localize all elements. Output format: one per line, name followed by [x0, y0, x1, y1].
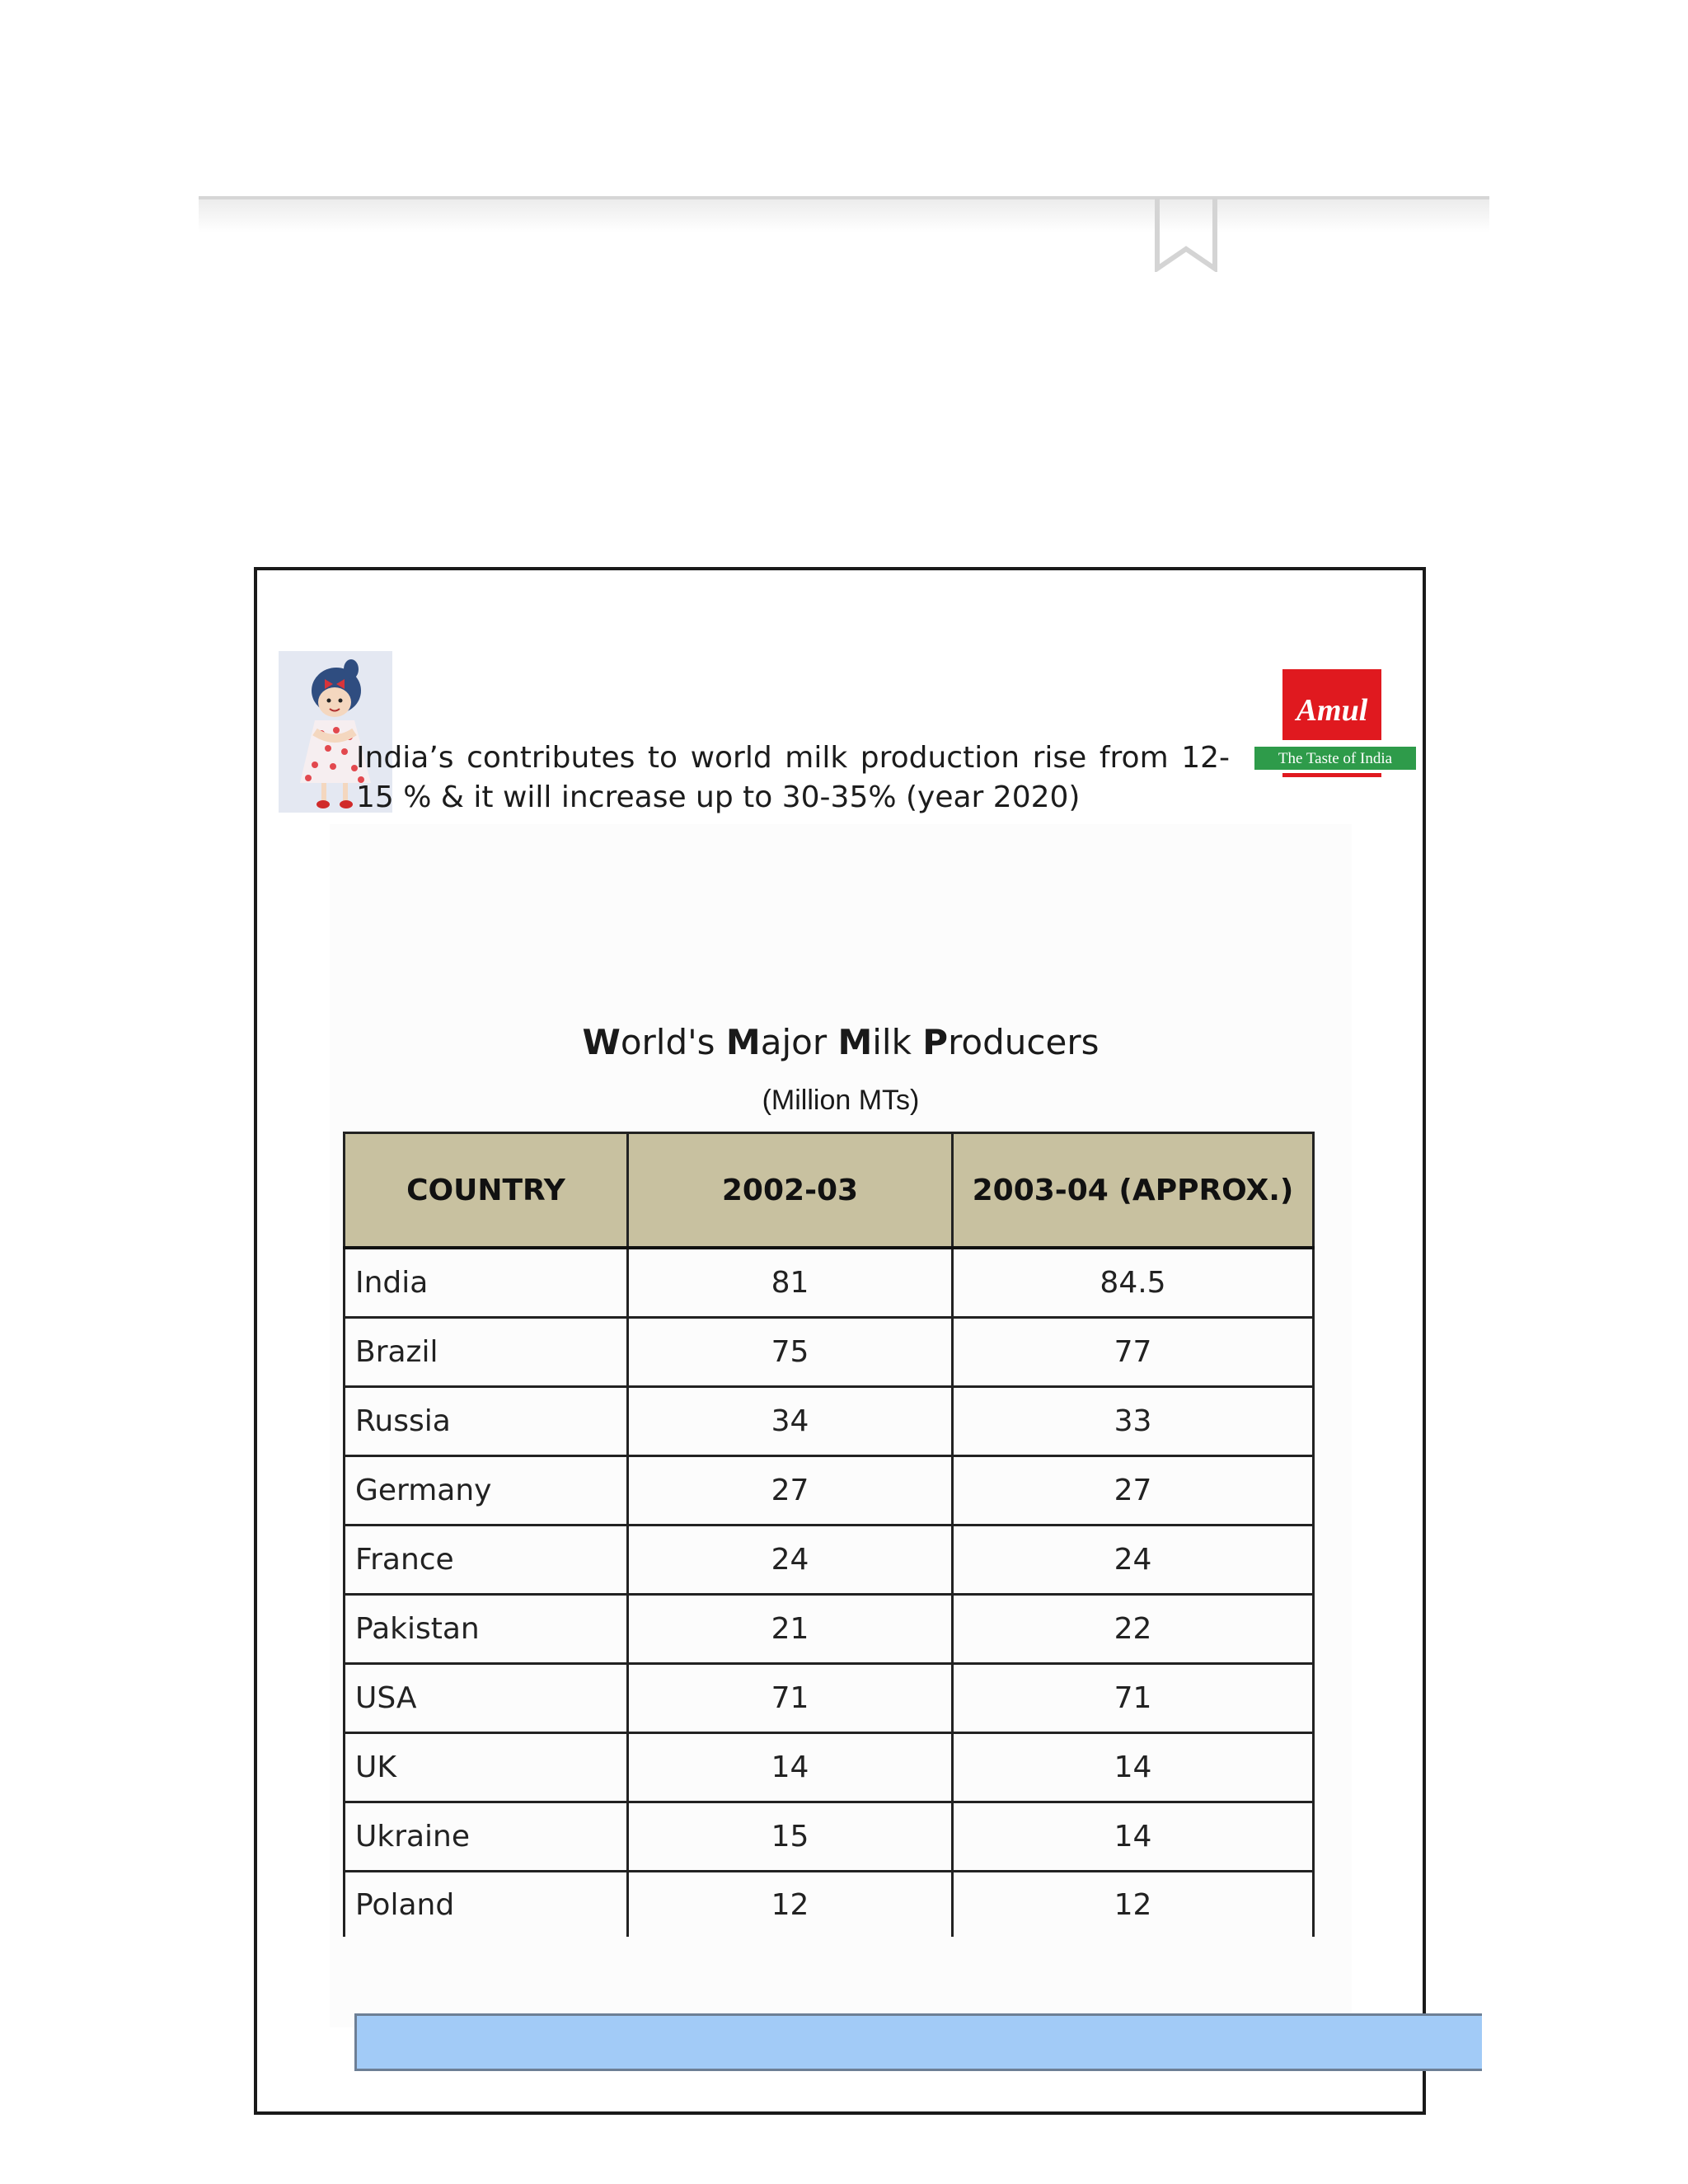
country-cell: Poland: [345, 1872, 628, 1938]
value-2002-03: 81: [628, 1248, 953, 1318]
value-2003-04: 33: [953, 1387, 1314, 1456]
table-title: World's Major Milk Producers: [582, 1022, 1100, 1062]
viewer-toolbar-divider: [199, 196, 1489, 199]
value-2003-04: 14: [953, 1733, 1314, 1802]
value-2002-03: 27: [628, 1456, 953, 1526]
value-2003-04: 14: [953, 1802, 1314, 1872]
value-2002-03: 75: [628, 1318, 953, 1387]
value-2002-03: 71: [628, 1664, 953, 1733]
value-2002-03: 21: [628, 1595, 953, 1664]
value-2002-03: 14: [628, 1733, 953, 1802]
header-2003-04: 2003-04 (APPROX.): [953, 1133, 1314, 1249]
country-cell: France: [345, 1526, 628, 1595]
footer-bar: [354, 2013, 1482, 2071]
country-cell: Germany: [345, 1456, 628, 1526]
header-country: COUNTRY: [345, 1133, 628, 1249]
table-row: [345, 1248, 1314, 1318]
table-row: [345, 1802, 1314, 1872]
value-2002-03: 15: [628, 1802, 953, 1872]
bookmark-icon[interactable]: [1154, 198, 1218, 272]
svg-text:The Taste of India: The Taste of India: [1278, 750, 1393, 767]
intro-statement: India’s contributes to world milk production rise from 12-15 % & it will increase up to 30-35% (year 2020): [356, 741, 1230, 814]
value-2002-03: 12: [628, 1872, 953, 1938]
milk-producers-table: [343, 1132, 1315, 1937]
table-row: [345, 1456, 1314, 1526]
table-row: [345, 1733, 1314, 1802]
value-2003-04: 71: [953, 1664, 1314, 1733]
table-unit: (Million MTs): [762, 1085, 920, 1116]
country-cell: Russia: [345, 1387, 628, 1456]
value-2003-04: 12: [953, 1872, 1314, 1938]
amul-logo: [1254, 669, 1416, 783]
table-row: [345, 1664, 1314, 1733]
table-row: [345, 1387, 1314, 1456]
svg-text:Amul: Amul: [1296, 693, 1368, 728]
country-cell: India: [345, 1248, 628, 1318]
table-row: [345, 1526, 1314, 1595]
table-row: [345, 1595, 1314, 1664]
table-row: [345, 1318, 1314, 1387]
country-cell: Ukraine: [345, 1802, 628, 1872]
value-2003-04: 24: [953, 1526, 1314, 1595]
value-2002-03: 24: [628, 1526, 953, 1595]
header-2002-03: 2002-03: [628, 1133, 953, 1249]
country-cell: USA: [345, 1664, 628, 1733]
table-header-row: [345, 1133, 1314, 1249]
viewer-toolbar-shadow: [199, 199, 1489, 232]
country-cell: Brazil: [345, 1318, 628, 1387]
table-row: [345, 1872, 1314, 1938]
value-2003-04: 27: [953, 1456, 1314, 1526]
value-2003-04: 84.5: [953, 1248, 1314, 1318]
value-2003-04: 77: [953, 1318, 1314, 1387]
country-cell: UK: [345, 1733, 628, 1802]
value-2002-03: 34: [628, 1387, 953, 1456]
country-cell: Pakistan: [345, 1595, 628, 1664]
value-2003-04: 22: [953, 1595, 1314, 1664]
